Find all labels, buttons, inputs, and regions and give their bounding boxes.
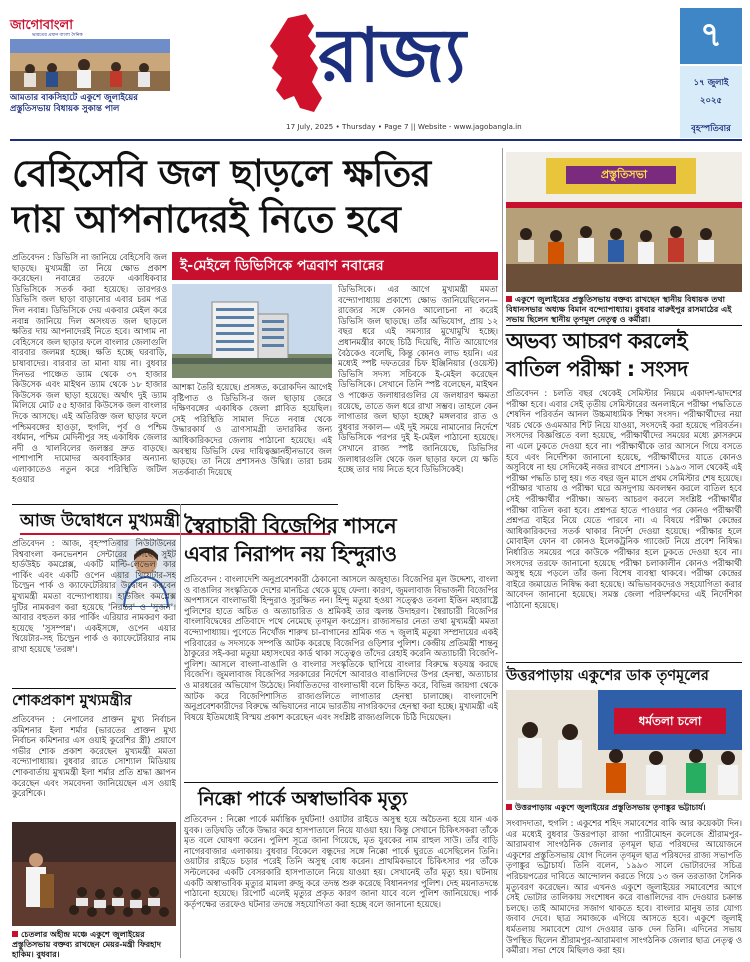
caption-marker-icon <box>506 804 512 810</box>
caption-marker-icon <box>12 931 18 937</box>
condolence-headline: শোকপ্রকাশ মুখ্যমন্ত্রীর <box>12 693 132 709</box>
inaug-headline: আজ উদ্বোধনে মুখ্যমন্ত্রী <box>20 509 330 535</box>
uttarpara-photo-illustration <box>506 690 742 800</box>
lead-strap <box>172 252 498 280</box>
lead-headline-line2: দায় আপনাদেরই নিতে হবে <box>12 198 401 241</box>
lead-headline-line1: বেহিসেবি জল ছাড়লে ক্ষতির <box>12 152 431 195</box>
masthead-title-block <box>228 8 518 138</box>
column-rule-right <box>502 148 503 958</box>
nicco-body: প্রতিবেদন : নিক্কো পার্কে মর্মান্তিক দুর্ঘটনা! ওয়াটার রাইডে অসুস্থ হয়ে অচৈতন্য হয়ে যান এক যুবক। তড়িঘড়ি তাঁকে উদ্ধার করে হাসপাতালে নিয়ে যাওয়া হয়। কিন্তু সেখানে চিকিৎসকরা তাঁকে মৃত বলে ঘোষণা করেন। পুলিশ সূত্রে জানা গিয়েছে, মৃত যুবকের নাম রাহুল সাউ। তাঁর বাড়ি নাগেরবাজার এলাকায়। বুধবার বিকেলে বন্ধুদের সঙ্গে নিক্কো পার্কে ঘুরতে এসেছিলেন তিনি। ওয়াটার রাইডে চড়ার পরেই তিনি অসুস্থ বোধ করেন। প্রাথমিকভাবে চিকিৎসার পর তাঁকে সল্টলেকের একটি বেসরকারি হাসপাতালে নিয়ে যাওয়া হয়। সেখানেই তাঁর মৃত্যু হয়। ঘটনায় একটি অস্বাভাবিক মৃত্যুর মামলা রুজু করে তদন্ত শুরু করেছে বিধাননগর পুলিশ। দেহ ময়নাতদন্তে পাঠানো হয়েছে। রিপোর্ট এলেই মৃত্যুর প্রকৃত কারণ জানা যাবে বলে পুলিশ জানিয়েছে। পার্ক কর্তৃপক্ষের তরফেও ঘটনার তদন্তে সহযোগিতা করা হচ্ছে বলে জানানো হয়েছে। <box>184 814 498 909</box>
promo-logo-sub: ভারতের প্রধান বাংলা দৈনিক <box>32 33 83 38</box>
masthead-title: রাজ্য <box>318 13 464 99</box>
page-number-box <box>680 8 742 64</box>
caption-marker-icon <box>506 296 512 302</box>
building-photo-illustration <box>172 284 332 378</box>
bjp-headline-line2: এবার নিরাপদ নয় হিন্দুরাও <box>184 542 397 566</box>
inaug-top-rule <box>12 504 338 505</box>
exam-body: প্রতিবেদন : চলতি বছর থেকেই সেমিস্টার নিয়মে একাদশ-দ্বাদশের পরীক্ষা হবে। এবার সেই তৃতীয় সেমিস্টারের অনলাইনে পরীক্ষা পদ্ধতিতে শেষদিন পরিবর্তন আনল উচ্চমাধ্যমিক শিক্ষা সংসদ। পরীক্ষার্থীদের নয়া খরচ থেকে ওএমআর শিট নিয়ে যাওয়া, সংসদেই করা হয়েছে পরিবর্তন। সংসদের বিজ্ঞপ্তিতে বলা হয়েছে, পরীক্ষার্থীদের সময়ের মধ্যে ক্লাসরুমে না এলে ঢুকতে দেওয়া হবে না। পরীক্ষার্থীকে তার আসনে গিয়ে বসতে হবে এবং নির্দেশিকা জানানো হয়েছে, পরীক্ষার্থীদের যাতে কোনও অসুবিধে না হয় সেদিকেই নজর রাখবে প্রশাসন। ১৯৯৩ সাল থেকেই এই পরীক্ষা পদ্ধতি চালু হয়। গত বছর জুন মাসে প্রথম সেমিস্টার শেষ হয়েছে। পরীক্ষার খাতায় ও পরীক্ষা ঘরে অসদুপায় অবলম্বন করলে বাতিল হবে সেই পরীক্ষার্থীর পরীক্ষা। অভব্য আচরণ করলে সংশ্লিষ্ট পরীক্ষার্থীর পরীক্ষা বাতিল করা হবে। প্রশ্নপত্র হাতে পাওয়ার পর কোনও পরীক্ষার্থী প্রশ্নপত্র বাইরে নিয়ে যেতে পারবে না। এ বিষয়ে পরীক্ষা কেন্দ্রের আধিকারিকদের সতর্ক থাকার নির্দেশ দেওয়া হয়েছে। পরীক্ষার হলে মোবাইল ফোন বা কোনও ইলেকট্রনিক গ্যাজেট নিয়ে প্রবেশ নিষিদ্ধ। নির্ধারিত সময়ের পরে কাউকে পরীক্ষার হলে ঢুকতে দেওয়া হবে না। সংসদের তরফে জানানো হয়েছে পরীক্ষা চলাকালীন কোনও পরীক্ষার্থী অসুস্থ হয়ে পড়লে তাঁর জন্য বিশেষ ব্যবস্থা থাকবে। পরীক্ষা কেন্দ্রের বাইরে জমায়েত নিষিদ্ধ করা হয়েছে। অভিভাবকদেরও সহযোগিতা করার আবেদন জানানো হয়েছে। সমস্ত জেলা পরিদর্শকদের এই নির্দেশিকা পাঠানো হয়েছে। <box>506 388 742 610</box>
bottom-left-caption <box>12 930 176 960</box>
nicco-headline: নিক্কো পার্কে অস্বাভাবিক মৃত্যু <box>198 788 407 810</box>
top-right-photo-banner: প্রস্তুতিসভা <box>600 168 648 181</box>
uttarpara-top-rule <box>506 662 742 663</box>
bottom-left-photo-illustration <box>12 822 176 926</box>
exam-headline-line1: অভব্য আচরণ করলেই <box>506 329 688 353</box>
year-bn: ২০২৫ <box>699 96 723 106</box>
bjp-body: প্রতিবেদন : বাংলাদেশি অনুপ্রবেশকারী ঠেকানো আসলে অজুহাত। বিজেপির মূল উদ্দেশ্য, বাংলা ও বাঙালির সংস্কৃতিকে দেশের মানচিত্র থেকে মুছে ফেলা। কারণ, জুমলাবাজ বিভাজনী বিজেপির অপশাসনে বাংলাভাষী হিন্দুরাও সুরক্ষিত নন। হিন্দু মতুয়া হওয়া সত্ত্বেও তবলা ইত্তিন মহারাষ্ট্রে পুলিশের হাতে অচিত ও অত্যাচারিত ও শ্রমিকই তার জ্বলন্ত উদাহরণ। স্বৈরাচারী বিজেপির বাংলাবিদ্বেষের প্রতিবাদে পথে নেমেছে তৃণমূল কংগ্রেস। রাজ্যসভার নেতা তথা মুখ্যমন্ত্রী মমতা বন্দ্যোপাধ্যায়। পুণেতে নিখোঁজ শারুখ চা-বাগানের শ্রমিক গত ৭ জুলাই মতুয়া সম্প্রদায়ের একই পরিবারের ৬ সদস্যকে সম্পত্তি আটক করেছে বিজেপির ওড়িশার পুলিশ। কেন্দ্রীয় প্রতিমন্ত্রী শান্তনু ঠাকুরের সই-করা মতুয়া মহাসংঘের কার্ড থাকা সত্ত্বেও তাঁদের রেহাই করেনি অত্যাচারী বিজেপি-পুলিশ। আসলে বাংলা-বাঙালি ও বাংলার সংস্কৃতিকে ছাপিয়ে বাংলার বিরুদ্ধে ষড়যন্ত্র করছে বিজেপি। জুমলাবাজ বিজেপির সরকারের নির্দেশে আবারও বাঙালিদের উপর হেনস্থা, অত্যাচার ও মারধরের অভিযোগ উঠেছে। নির্যাতিতদের বাংলাভাষী বলে চিহ্নিত করে, বিভিন্ন জায়গা থেকে আটক করে বিজেপিশাসিত রাজ্যগুলিতে লাগাতার হেনস্থা চালাচ্ছে। বাংলাদেশি অনুপ্রবেশকারীদের বিরুদ্ধে অভিযানের নামে ভারতীয় নাগরিকদের হেনস্থা করা হচ্ছে। মুখ্যমন্ত্রী এই বিষয়ে ইতিমধ্যেই বিস্ময় প্রকাশ করেছেন এবং সংশ্লিষ্ট রাজ্যগুলিকে চিঠি দিয়েছেন। <box>184 574 498 722</box>
lead-body-col2: আশঙ্কা তৈরি হয়েছে। প্রসঙ্গত, করোকদিন আগেই বৃষ্টিপাত ও ডিভিসি-র জল ছাড়ায় জেরে দক্ষিণবঙ্গের একাধিক জেলা প্লাবিত হয়েছিল। সেই পরিস্থিতি সামাল দিতে নবান্ন থেকে উদ্ধারকার্য ও ত্রাণসামগ্রী তদারকির জন্য আধিকারিকদের জেলায় পাঠানো হয়েছে। এই অবস্থায় ডিভিসি ফের দায়িত্বজ্ঞানহীনভাবে জল ছাড়ছে। তা নিয়ে প্রশাসনও উদ্বিগ্ন। তারা চরম সতর্কবার্তা দিয়েছে <box>172 382 332 477</box>
bjp-headline-line1: স্বৈরাচারী বিজেপির শাসনে <box>184 514 397 538</box>
exam-headline-line2: বাতিল পরীক্ষা : সংসদ <box>506 357 688 381</box>
uttarpara-photo-banner: ধর্মতলা চলো <box>638 714 702 728</box>
uttarpara-caption-text: উত্তরপাড়ায় একুশে জুলাইয়ের প্রস্তুতিসভায় তৃণাঙ্কুর ভট্টাচার্য। <box>515 803 706 812</box>
lead-body-col3: ডিভিসিকে। এর আগে মুখ্যমন্ত্রী মমতা বন্দ্যোপাধ্যায় প্রকাশ্যে ক্ষোভ জানিয়েছিলেন— রাজ্যের সঙ্গে কোনও আলোচনা না করেই ডিভিসি জল ছাড়ছে। তাঁর অভিযোগ, প্রায় ১২ বছর ধরে এই সমস্যার মুখোমুখি হচ্ছে। প্রধানমন্ত্রীর কাছে চিঠি দিয়েছি, নীতি আয়োগের বৈঠকেও বলেছি, কিন্তু কোনও লাভ হয়নি। এর মধ্যেই স্পষ্ট দফতরের চিফ ইঞ্জিনিয়ার (ওয়েস্ট) ডিভিসি সদস্য সচিবকে ই-মেইল করেছেন ডিভিসিকে। সেখানে তিনি স্পষ্ট বলেছেন, মাইথন ও পাঞ্চেত জলাধারগুলির যে জলধারণ ক্ষমতা রয়েছে, তাতে জল ধরে রাখা সম্ভব। তাহলে কেন লাগাতার জল ছাড়া হচ্ছে? মঙ্গলবার রাত ও বুধবার সকাল— এই দুই সময়ে নামানোর নির্দেশে ডিভিসিকে পরপর দুই ই-মেইল পাঠানো হয়েছে। সেখানে রাজ্য স্পষ্ট জানিয়েছে, ডিভিসির জলাধারগুলি থেকে জল ছাড়ার ফলে যে ক্ষতি হচ্ছে তার দায় নিতে হবে ডিভিসিকেই। <box>338 284 498 475</box>
promo-photo-illustration <box>10 39 170 91</box>
column-rule-left <box>180 504 181 958</box>
dateline: 17 July, 2025 • Thursday • Page 7 || Website - www.jagobangla.in <box>286 122 522 131</box>
condolence-top-rule <box>12 688 176 689</box>
top-right-caption <box>506 295 742 325</box>
condolence-body: প্রতিবেদন : নেপালের প্রাক্তন মুখ্য নির্বাচন কমিশনার ইলা শর্মার (ভারতের প্রাক্তন মুখ্য নির্বাচন কমিশনার এস ওয়াই কুরেশির স্ত্রী) প্রয়াণে গভীর শোক প্রকাশ করেছেন মুখ্যমন্ত্রী মমতা বন্দ্যোপাধ্যায়। বুধবার রাতে সোশ্যাল মিডিয়ায় শোকবার্তায় মুখ্যমন্ত্রী ইলা শর্মার প্রতি শ্রদ্ধা জ্ঞাপন করেছেন এবং সমবেদনা জানিয়েছেন এস ওয়াই কুরেশিকে। <box>12 714 176 799</box>
promo-logo <box>10 14 110 32</box>
date-bn: ১৭ জুলাই <box>693 78 729 88</box>
masthead-rule <box>10 139 742 141</box>
promo-box <box>10 14 172 114</box>
exam-top-rule <box>506 325 742 326</box>
top-right-caption-text: একুশে জুলাইয়ের প্রস্তুতিসভায় বক্তব্য রাখছেন স্থানীয় বিধায়ক তথা বিধানসভার অধ্যক্ষ বিমান বন্দ্যোপাধ্যায়। বুধবার বারুইপুর রাসমাঠের এই সভায় ছিলেন স্থানীয় তৃণমূল নেতৃত্ব ও কর্মীরা। <box>506 295 732 324</box>
top-right-photo <box>506 152 742 292</box>
inaug-body: প্রতিবেদন : আজ, বৃহস্পতিবার নিউটাউনের বিশ্ববাংলা কনভেনশন সেন্টারের কাছে সুইট হার্ডউইচ কমপ্লেক্স, একটি মাল্টি-লেভেল কার পার্কিং এবং একটি ওপেন এয়ার থিয়েটার-সহ চিল্ড্রেন পার্ক ও ক্যাফেটেরিয়ার উদ্বোধন করবেন মুখ্যমন্ত্রী মমতা বন্দ্যোপাধ্যায়। হাউজিং কমপ্লেক্স দুটির নামকরণ করা হয়েছে 'নিরন্তর' ও 'সুজন'। আবার বহুতল কার পার্কিং এরিয়ার নামকরণ করা হয়েছে 'সুসম্পন্ন'। একইসঙ্গে, ওপেন এয়ার থিয়েটার-সহ চিল্ড্রেন পার্ক ও ক্যাফেটেরিয়ার নাম রাখা হয়েছে 'তরঙ্গ'। <box>12 538 176 654</box>
promo-photo <box>10 39 170 91</box>
uttarpara-caption <box>506 803 742 813</box>
uttarpara-body: সংবাদদাতা, হুগলি : একুশের শহিদ সমাবেশের বাকি আর কয়েকটা দিন। এর মধ্যেই বুধবার উত্তরপাড়া রাজা প্যারীমোহন কলেজে শ্রীরামপুর-আরামবাগ সাংগঠনিক জেলার তৃণমূল ছাত্র পরিষদের আয়োজনে একুশের প্রস্তুতিসভায় যোগ দিলেন তৃণমূল ছাত্র পরিষদের রাজ্য সভাপতি তৃণাঙ্কুর ভট্টাচার্য। তিনি বলেন, ১৯৯৩ সালে ভোটারদের সচিত্র পরিচয়পত্রের দাবিতে আন্দোলন করতে গিয়ে ১৩ জন তরতাজা সৈনিক মৃত্যুবরণ করেছেন। আর এখনও একুশে জুলাইয়ের সমাবেশের আগে সেই ভোটার তালিকায় সংশোধন করে বাঙালিদের বাদ দেওয়ার চক্রান্ত চলছে। তাই আমাদের সজাগ থাকতে হবে। বাংলার মানুষ তার যোগ্য জবাব দেবে। ছাত্র সমাজকে এগিয়ে আসতে হবে। একুশে জুলাই ধর্মতলায় সমাবেশে যোগ দেওয়ার ডাক দেন তিনি। এদিনের সভায় উপস্থিত ছিলেন শ্রীরামপুর-আরামবাগ সাংগঠনিক জেলার ছাত্র নেতৃত্ব ও কর্মীরা। সভা শেষে মিছিলও করা হয়। <box>506 818 742 956</box>
promo-logo-text: জাগোবাংলা <box>10 18 73 33</box>
bottom-left-caption-text: চেতলার অহীন্দ্র মঞ্চে একুশে জুলাইয়ের প্রস্তুতিসভায় বক্তব্য রাখছেন মেয়র-মন্ত্রী ফিরহাদ হাকিম। বুধবার। <box>12 930 161 959</box>
lead-strap-text: ই-মেইলে ডিভিসিকে পত্রবাণ নবান্নের <box>180 258 384 274</box>
promo-caption: আমতার বাকসিহাটে একুশে জুলাইয়ের প্রস্তুতিসভায় বিধায়ক সুকান্ত পাল <box>10 93 138 114</box>
bottom-left-photo <box>12 822 176 926</box>
uttarpara-headline: উত্তরপাড়ায় একুশের ডাক তৃণমূলের <box>506 668 709 684</box>
weekday-bn: বৃহস্পতিবার <box>691 124 731 134</box>
uttarpara-photo <box>506 690 742 800</box>
nicco-top-rule <box>184 782 498 783</box>
page-number: ৭ <box>699 15 723 55</box>
lead-building-photo <box>172 284 332 378</box>
lead-body-col1: প্রতিবেদন : ডিভিসি না জানিয়ে বেহিসেবি জল ছাড়ছে। মুখ্যমন্ত্রী তা নিয়ে ক্ষোভ প্রকাশ করেছেন। নবান্নের তরফে একাধিকবার ডিভিসিকে সতর্ক করা হয়েছে। তারপরও ডিভিসি জল ছাড়া বাড়ানোর এবার চরম পত্র দিল নবান্ন। ডিভিসিকে দেয় একবার মেইল করে নবান্ন জানিয়ে দিল অসংযত জল ছাড়লে ক্ষতির দায় আপনাদেরই নিতে হবে। আগাম না বেহিসেবে জল ছাড়ার ফলে বাংলার জেলাগুলি বারবার জলমগ্ন হচ্ছে। ক্ষতি হচ্ছে ঘরবাড়ি, চাষাবাদের। বারবার তা মানা যায় না। বুধবার দিনভর পাঞ্চেত ড্যাম থেকে ৩৭ হাজার কিউসেক এবং মাইথন ড্যাম থেকে ১৮ হাজার কিউসেক জল ছাড়া হয়েছে। অর্থাৎ দুই ড্যাম মিলিয়ে মোট ৫৫ হাজার কিউসেক জল বাংলার দিকে আসছে। এই অতিরিক্ত জল ছাড়ার ফলে পশ্চিমবঙ্গের হাওড়া, হুগলি, পূর্ব ও পশ্চিম বর্ধমান, পশ্চিম মেদিনীপুর সহ একাধিক জেলার নদী ও খালবিলের জলস্তর দ্রুত বাড়ছে। পাশাপাশি দামোদর অববাহিকার অন্যান্য এলাকাতেও নতুন করে পরিস্থিতি জটিল হওয়ার <box>12 252 167 485</box>
